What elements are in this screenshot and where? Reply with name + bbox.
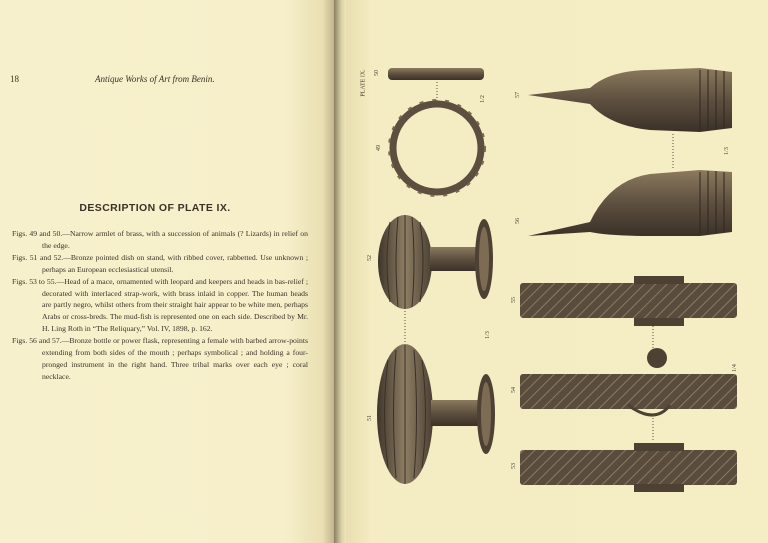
figure-entry: Figs. 53 to 55.—Head of a mace, ornamented with leopard and keepers and heads in bas-relief ; decorated with interlaced strap-work, with brass inlaid in copper. The human heads are partly negro, whilst others from their straight hair appear to be white men, perhaps Arabs or cross-breds. The mud-fish is represented one on each side. Described by Mr. H. Ling Roth in “The Reliquary,” Vol. IV, 1898, p. 162. — [12, 276, 308, 334]
figure-number: 54 — [511, 387, 517, 393]
figure-number: 56 — [515, 218, 521, 224]
scale-label: 1/3 — [723, 147, 730, 155]
figure-entry: Figs. 51 and 52.—Bronze pointed dish on stand, with ribbed cover, rabbetted. Use unknown ; perhaps an European ecclesiastical utensil. — [12, 252, 308, 274]
page-number: 18 — [10, 74, 19, 84]
mace-head-55 — [520, 276, 737, 350]
figure-number: 55 — [511, 297, 517, 303]
figure-number: 57 — [515, 92, 521, 98]
figure-number: 53 — [511, 463, 517, 469]
figure-entry: Figs. 49 and 50.—Narrow armlet of brass, with a succession of animals (? Lizards) in relief on the edge. — [12, 229, 308, 250]
figure-entry: Figs. 56 and 57.—Bronze bottle or power flask, representing a female with barbed arrow-points extending from both sides of the mouth ; perhaps symbolical ; and holding a four-pronged instrument in the right hand. Three tribal marks over each eye ; coral necklace. — [12, 336, 308, 381]
scale-label: 1/3 — [484, 331, 491, 339]
figure-number: 52 — [367, 255, 373, 261]
scale-label: 1/2 — [479, 95, 486, 103]
mace-head-53 — [520, 443, 737, 492]
mace-head-54 — [520, 348, 737, 440]
plate-label: PLATE IX. — [360, 69, 367, 97]
armlet-side-view — [388, 68, 484, 102]
figure-number: 49 — [376, 145, 382, 151]
dish-on-stand-bottom — [377, 344, 495, 484]
power-flask-57 — [528, 68, 732, 168]
running-head: Antique Works of Art from Benin. — [95, 74, 215, 84]
scale-label: 1/4 — [731, 364, 738, 372]
armlet-ring-view — [389, 100, 485, 196]
figure-number: 51 — [367, 415, 373, 421]
plate-description-heading: DESCRIPTION OF PLATE IX. — [79, 202, 231, 214]
figure-number: 50 — [374, 70, 380, 76]
power-flask-56 — [528, 170, 732, 236]
dish-on-stand-top — [378, 215, 493, 342]
